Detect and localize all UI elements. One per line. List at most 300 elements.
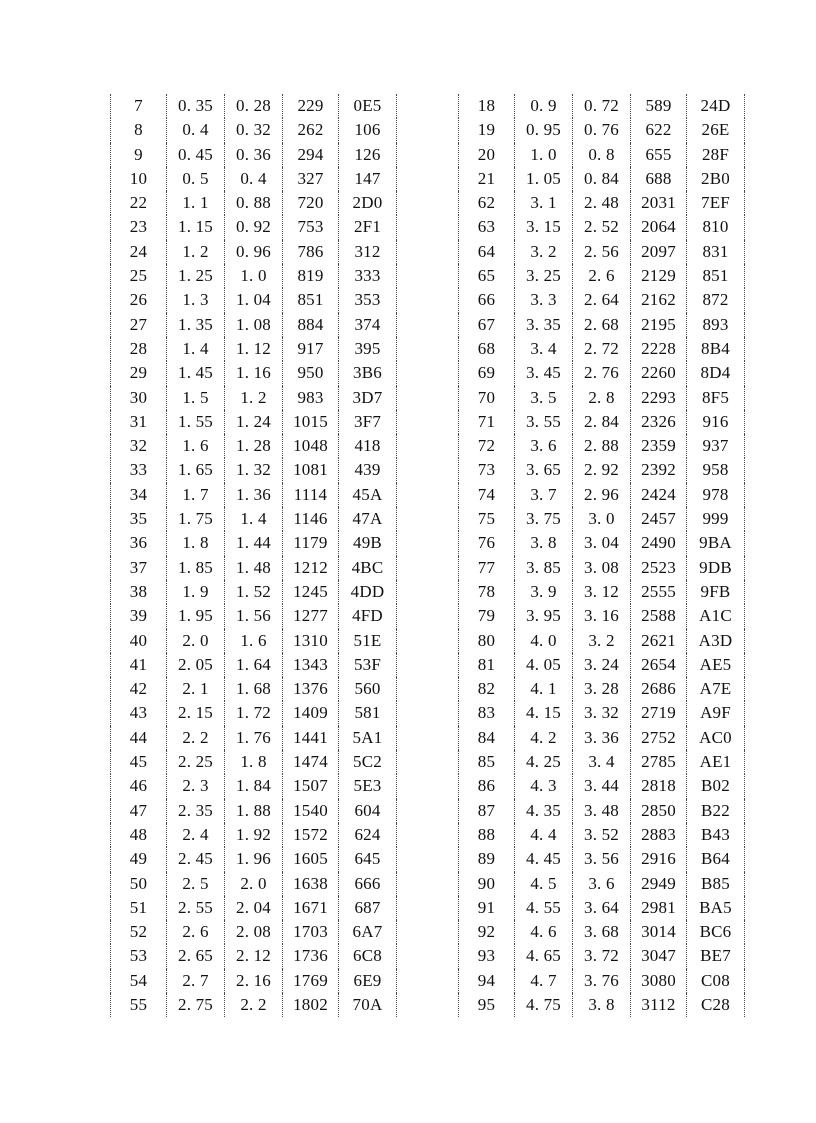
table-cell: 1474 (283, 750, 339, 774)
table-cell: 3B6 (339, 361, 397, 385)
table-row (111, 726, 397, 750)
table-cell: 21 (459, 167, 515, 191)
table-cell: 6C8 (339, 944, 397, 968)
table-cell: 2. 76 (573, 361, 631, 385)
table-cell: 26E (687, 118, 745, 142)
table-row (111, 556, 397, 580)
table-cell: 2588 (631, 604, 687, 628)
table-cell: 33 (111, 458, 167, 482)
table-cell: 1. 28 (225, 434, 283, 458)
table-cell: 8F5 (687, 386, 745, 410)
table-cell: 0. 4 (225, 167, 283, 191)
table-cell: 1507 (283, 774, 339, 798)
table-cell: 4. 1 (515, 677, 573, 701)
table-cell: 0. 9 (515, 94, 573, 118)
table-cell: 3. 16 (573, 604, 631, 628)
table-cell: 666 (339, 872, 397, 896)
table-cell: 1114 (283, 483, 339, 507)
table-cell: 54 (111, 969, 167, 993)
table-cell: 37 (111, 556, 167, 580)
table-cell: 1. 84 (225, 774, 283, 798)
table-row (459, 701, 745, 725)
table-cell: 1310 (283, 629, 339, 653)
table-row (111, 507, 397, 531)
table-cell: 2. 72 (573, 337, 631, 361)
table-cell: 1. 6 (167, 434, 225, 458)
table-cell: 0. 76 (573, 118, 631, 142)
table-cell: 2. 6 (573, 264, 631, 288)
table-cell: 2. 65 (167, 944, 225, 968)
table-cell: 28F (687, 143, 745, 167)
table-cell: 82 (459, 677, 515, 701)
table-cell: 92 (459, 920, 515, 944)
table-cell: 2523 (631, 556, 687, 580)
table-cell: 6A7 (339, 920, 397, 944)
table-cell: 1. 96 (225, 847, 283, 871)
table-cell: 1. 45 (167, 361, 225, 385)
table-row (111, 94, 397, 118)
table-cell: C28 (687, 993, 745, 1017)
data-table-right (458, 94, 745, 1017)
table-cell: 4BC (339, 556, 397, 580)
table-cell: 3. 65 (515, 458, 573, 482)
table-cell: 622 (631, 118, 687, 142)
table-cell: 2. 12 (225, 944, 283, 968)
table-cell: 83 (459, 701, 515, 725)
table-row (111, 264, 397, 288)
table-cell: 810 (687, 215, 745, 239)
table-cell: 4. 25 (515, 750, 573, 774)
table-row (459, 458, 745, 482)
table-cell: 1146 (283, 507, 339, 531)
table-cell: 34 (111, 483, 167, 507)
table-cell: 0. 32 (225, 118, 283, 142)
table-cell: 3. 75 (515, 507, 573, 531)
table-row (459, 288, 745, 312)
table-cell: 3. 76 (573, 969, 631, 993)
table-cell: 1. 7 (167, 483, 225, 507)
table-cell: 71 (459, 410, 515, 434)
table-cell: 3. 3 (515, 288, 573, 312)
table-cell: 2. 88 (573, 434, 631, 458)
table-row (459, 847, 745, 871)
table-cell: 2064 (631, 215, 687, 239)
table-cell: 45 (111, 750, 167, 774)
table-row (111, 337, 397, 361)
table-cell: 31 (111, 410, 167, 434)
table-cell: B85 (687, 872, 745, 896)
table-row (459, 580, 745, 604)
table-cell: 8 (111, 118, 167, 142)
table-cell: 77 (459, 556, 515, 580)
table-cell: 1. 68 (225, 677, 283, 701)
table-cell: 294 (283, 143, 339, 167)
table-cell: 1. 44 (225, 531, 283, 555)
table-row (111, 410, 397, 434)
table-cell: 2. 52 (573, 215, 631, 239)
table-cell: 2490 (631, 531, 687, 555)
table-cell: 2031 (631, 191, 687, 215)
table-row (111, 215, 397, 239)
table-cell: 1. 65 (167, 458, 225, 482)
table-cell: 2. 1 (167, 677, 225, 701)
table-cell: 3112 (631, 993, 687, 1017)
table-cell: 7 (111, 94, 167, 118)
table-cell: 55 (111, 993, 167, 1017)
table-cell: 0. 84 (573, 167, 631, 191)
table-cell: 5E3 (339, 774, 397, 798)
table-cell: 36 (111, 531, 167, 555)
table-row (459, 750, 745, 774)
table-cell: 2. 7 (167, 969, 225, 993)
table-cell: 47 (111, 799, 167, 823)
table-cell: 75 (459, 507, 515, 531)
table-cell: 0. 92 (225, 215, 283, 239)
table-cell: 3. 2 (573, 629, 631, 653)
table-cell: 1. 4 (225, 507, 283, 531)
table-cell: 85 (459, 750, 515, 774)
table-cell: B64 (687, 847, 745, 871)
table-row (111, 653, 397, 677)
table-row (459, 94, 745, 118)
table-cell: 851 (687, 264, 745, 288)
table-cell: 90 (459, 872, 515, 896)
table-cell: 4. 15 (515, 701, 573, 725)
table-cell: 1. 3 (167, 288, 225, 312)
table-cell: 2686 (631, 677, 687, 701)
table-cell: 937 (687, 434, 745, 458)
table-cell: 2. 5 (167, 872, 225, 896)
table-cell: 2. 25 (167, 750, 225, 774)
table-cell: 2. 15 (167, 701, 225, 725)
table-cell: 2. 08 (225, 920, 283, 944)
table-cell: 1. 05 (515, 167, 573, 191)
table-cell: 2. 48 (573, 191, 631, 215)
table-cell: 1. 36 (225, 483, 283, 507)
table-row (111, 580, 397, 604)
table-cell: 2949 (631, 872, 687, 896)
table-row (111, 458, 397, 482)
table-cell: 68 (459, 337, 515, 361)
table-row (111, 993, 397, 1017)
table-cell: 3. 6 (573, 872, 631, 896)
table-cell: 10 (111, 167, 167, 191)
table-cell: 5C2 (339, 750, 397, 774)
table-cell: 2752 (631, 726, 687, 750)
table-cell: 884 (283, 313, 339, 337)
table-cell: 3047 (631, 944, 687, 968)
table-cell: 126 (339, 143, 397, 167)
table-cell: 20 (459, 143, 515, 167)
table-cell: 78 (459, 580, 515, 604)
table-cell: 2785 (631, 750, 687, 774)
table-cell: 2. 8 (573, 386, 631, 410)
table-cell: 25 (111, 264, 167, 288)
table-cell: 42 (111, 677, 167, 701)
table-row (459, 167, 745, 191)
table-row (111, 143, 397, 167)
table-row (459, 920, 745, 944)
table-cell: 1. 12 (225, 337, 283, 361)
table-cell: 229 (283, 94, 339, 118)
table-cell: 106 (339, 118, 397, 142)
table-row (111, 313, 397, 337)
table-cell: 1. 9 (167, 580, 225, 604)
table-row (459, 896, 745, 920)
table-row (111, 240, 397, 264)
table-cell: 4. 45 (515, 847, 573, 871)
table-cell: 2818 (631, 774, 687, 798)
table-cell: 24D (687, 94, 745, 118)
table-cell: 1. 76 (225, 726, 283, 750)
table-cell: 3. 12 (573, 580, 631, 604)
table-cell: 30 (111, 386, 167, 410)
table-cell: 93 (459, 944, 515, 968)
table-cell: 1048 (283, 434, 339, 458)
table-cell: 1. 6 (225, 629, 283, 653)
table-cell: BC6 (687, 920, 745, 944)
table-row (459, 240, 745, 264)
table-cell: 4FD (339, 604, 397, 628)
table-cell: 46 (111, 774, 167, 798)
table-cell: 1. 4 (167, 337, 225, 361)
table-cell: 917 (283, 337, 339, 361)
table-cell: 2. 2 (225, 993, 283, 1017)
table-cell: 3. 15 (515, 215, 573, 239)
table-cell: 91 (459, 896, 515, 920)
table-cell: 2555 (631, 580, 687, 604)
table-cell: 333 (339, 264, 397, 288)
table-cell: 2. 75 (167, 993, 225, 1017)
table-cell: 2F1 (339, 215, 397, 239)
table-row (111, 944, 397, 968)
table-cell: 2326 (631, 410, 687, 434)
table-cell: 2. 64 (573, 288, 631, 312)
table-cell: 753 (283, 215, 339, 239)
table-cell: 418 (339, 434, 397, 458)
table-cell: 147 (339, 167, 397, 191)
table-row (111, 969, 397, 993)
table-cell: 24 (111, 240, 167, 264)
table-cell: 2621 (631, 629, 687, 653)
table-cell: 327 (283, 167, 339, 191)
table-cell: 3. 32 (573, 701, 631, 725)
table-cell: 4. 65 (515, 944, 573, 968)
table-cell: 3. 2 (515, 240, 573, 264)
table-body-right (459, 94, 745, 1017)
table-cell: 3. 68 (573, 920, 631, 944)
table-cell: 48 (111, 823, 167, 847)
table-cell: 1081 (283, 458, 339, 482)
table-cell: 2916 (631, 847, 687, 871)
table-cell: 53F (339, 653, 397, 677)
table-cell: 2. 45 (167, 847, 225, 871)
table-cell: B02 (687, 774, 745, 798)
table-cell: 76 (459, 531, 515, 555)
table-cell: 1. 25 (167, 264, 225, 288)
table-cell: 4. 75 (515, 993, 573, 1017)
table-cell: A1C (687, 604, 745, 628)
table-cell: 1. 72 (225, 701, 283, 725)
table-cell: 2. 4 (167, 823, 225, 847)
table-cell: 7EF (687, 191, 745, 215)
table-row (459, 118, 745, 142)
table-cell: 1212 (283, 556, 339, 580)
data-table-left (110, 94, 397, 1017)
table-cell: 45A (339, 483, 397, 507)
table-cell: 2719 (631, 701, 687, 725)
table-cell: 1572 (283, 823, 339, 847)
table-cell: B22 (687, 799, 745, 823)
table-cell: 79 (459, 604, 515, 628)
table-cell: BA5 (687, 896, 745, 920)
table-cell: 73 (459, 458, 515, 482)
table-cell: 87 (459, 799, 515, 823)
table-row (111, 896, 397, 920)
table-row (111, 823, 397, 847)
table-cell: 589 (631, 94, 687, 118)
table-cell: 1. 8 (225, 750, 283, 774)
table-row (459, 386, 745, 410)
table-cell: 1. 88 (225, 799, 283, 823)
table-cell: 1. 8 (167, 531, 225, 555)
table-cell: 28 (111, 337, 167, 361)
table-cell: 3. 25 (515, 264, 573, 288)
table-cell: 0. 95 (515, 118, 573, 142)
table-cell: 1. 08 (225, 313, 283, 337)
table-cell: 3. 4 (515, 337, 573, 361)
table-cell: 38 (111, 580, 167, 604)
table-cell: 3. 45 (515, 361, 573, 385)
table-cell: 3. 7 (515, 483, 573, 507)
table-cell: 1. 0 (225, 264, 283, 288)
table-row (459, 944, 745, 968)
table-cell: 3. 35 (515, 313, 573, 337)
table-cell: 9FB (687, 580, 745, 604)
table-row (459, 337, 745, 361)
table-cell: 4. 2 (515, 726, 573, 750)
table-row (459, 726, 745, 750)
table-cell: 0. 72 (573, 94, 631, 118)
table-cell: 2. 84 (573, 410, 631, 434)
table-cell: 35 (111, 507, 167, 531)
table-cell: 0E5 (339, 94, 397, 118)
table-cell: 1703 (283, 920, 339, 944)
table-cell: 3. 0 (573, 507, 631, 531)
table-cell: 3. 08 (573, 556, 631, 580)
table-cell: 47A (339, 507, 397, 531)
table-cell: 72 (459, 434, 515, 458)
table-body-left (111, 94, 397, 1017)
table-cell: 6E9 (339, 969, 397, 993)
table-cell: 4. 0 (515, 629, 573, 653)
table-cell: 0. 45 (167, 143, 225, 167)
table-cell: 581 (339, 701, 397, 725)
table-cell: 3. 36 (573, 726, 631, 750)
table-cell: 2D0 (339, 191, 397, 215)
table-cell: 67 (459, 313, 515, 337)
table-cell: 64 (459, 240, 515, 264)
table-row (111, 118, 397, 142)
table-cell: 39 (111, 604, 167, 628)
table-cell: 1441 (283, 726, 339, 750)
table-row (111, 531, 397, 555)
table-cell: 22 (111, 191, 167, 215)
table-cell: 1. 56 (225, 604, 283, 628)
table-row (459, 410, 745, 434)
table-cell: 29 (111, 361, 167, 385)
table-cell: 1409 (283, 701, 339, 725)
table-cell: 2. 35 (167, 799, 225, 823)
table-row (459, 361, 745, 385)
table-cell: 80 (459, 629, 515, 653)
table-cell: 4. 35 (515, 799, 573, 823)
table-cell: 2. 55 (167, 896, 225, 920)
table-cell: 84 (459, 726, 515, 750)
table-cell: 63 (459, 215, 515, 239)
table-cell: 1. 85 (167, 556, 225, 580)
table-cell: A3D (687, 629, 745, 653)
table-cell: 2260 (631, 361, 687, 385)
table-cell: 3. 24 (573, 653, 631, 677)
table-cell: 624 (339, 823, 397, 847)
table-cell: 3014 (631, 920, 687, 944)
table-cell: 916 (687, 410, 745, 434)
table-row (459, 823, 745, 847)
table-row (459, 969, 745, 993)
table-cell: 262 (283, 118, 339, 142)
table-cell: 70 (459, 386, 515, 410)
table-cell: 655 (631, 143, 687, 167)
table-row (459, 483, 745, 507)
table-cell: 1. 52 (225, 580, 283, 604)
table-cell: 9 (111, 143, 167, 167)
table-row (459, 604, 745, 628)
table-row (459, 677, 745, 701)
table-cell: 53 (111, 944, 167, 968)
table-cell: 978 (687, 483, 745, 507)
table-cell: 40 (111, 629, 167, 653)
table-cell: 3080 (631, 969, 687, 993)
table-cell: 2097 (631, 240, 687, 264)
table-cell: 9DB (687, 556, 745, 580)
table-row (111, 799, 397, 823)
table-cell: 3. 28 (573, 677, 631, 701)
table-cell: 1179 (283, 531, 339, 555)
table-cell: 94 (459, 969, 515, 993)
table-cell: 1671 (283, 896, 339, 920)
table-cell: 1. 64 (225, 653, 283, 677)
table-cell: 1. 1 (167, 191, 225, 215)
table-cell: 1802 (283, 993, 339, 1017)
table-cell: 2. 16 (225, 969, 283, 993)
table-cell: 3. 1 (515, 191, 573, 215)
table-cell: 3. 44 (573, 774, 631, 798)
table-cell: 8B4 (687, 337, 745, 361)
table-cell: 1015 (283, 410, 339, 434)
table-cell: 3D7 (339, 386, 397, 410)
table-cell: 0. 8 (573, 143, 631, 167)
table-row (111, 677, 397, 701)
table-cell: 19 (459, 118, 515, 142)
table-cell: 2. 56 (573, 240, 631, 264)
table-cell: 88 (459, 823, 515, 847)
table-row (111, 191, 397, 215)
table-row (111, 750, 397, 774)
table-cell: 2162 (631, 288, 687, 312)
table-cell: 0. 96 (225, 240, 283, 264)
table-cell: 0. 4 (167, 118, 225, 142)
